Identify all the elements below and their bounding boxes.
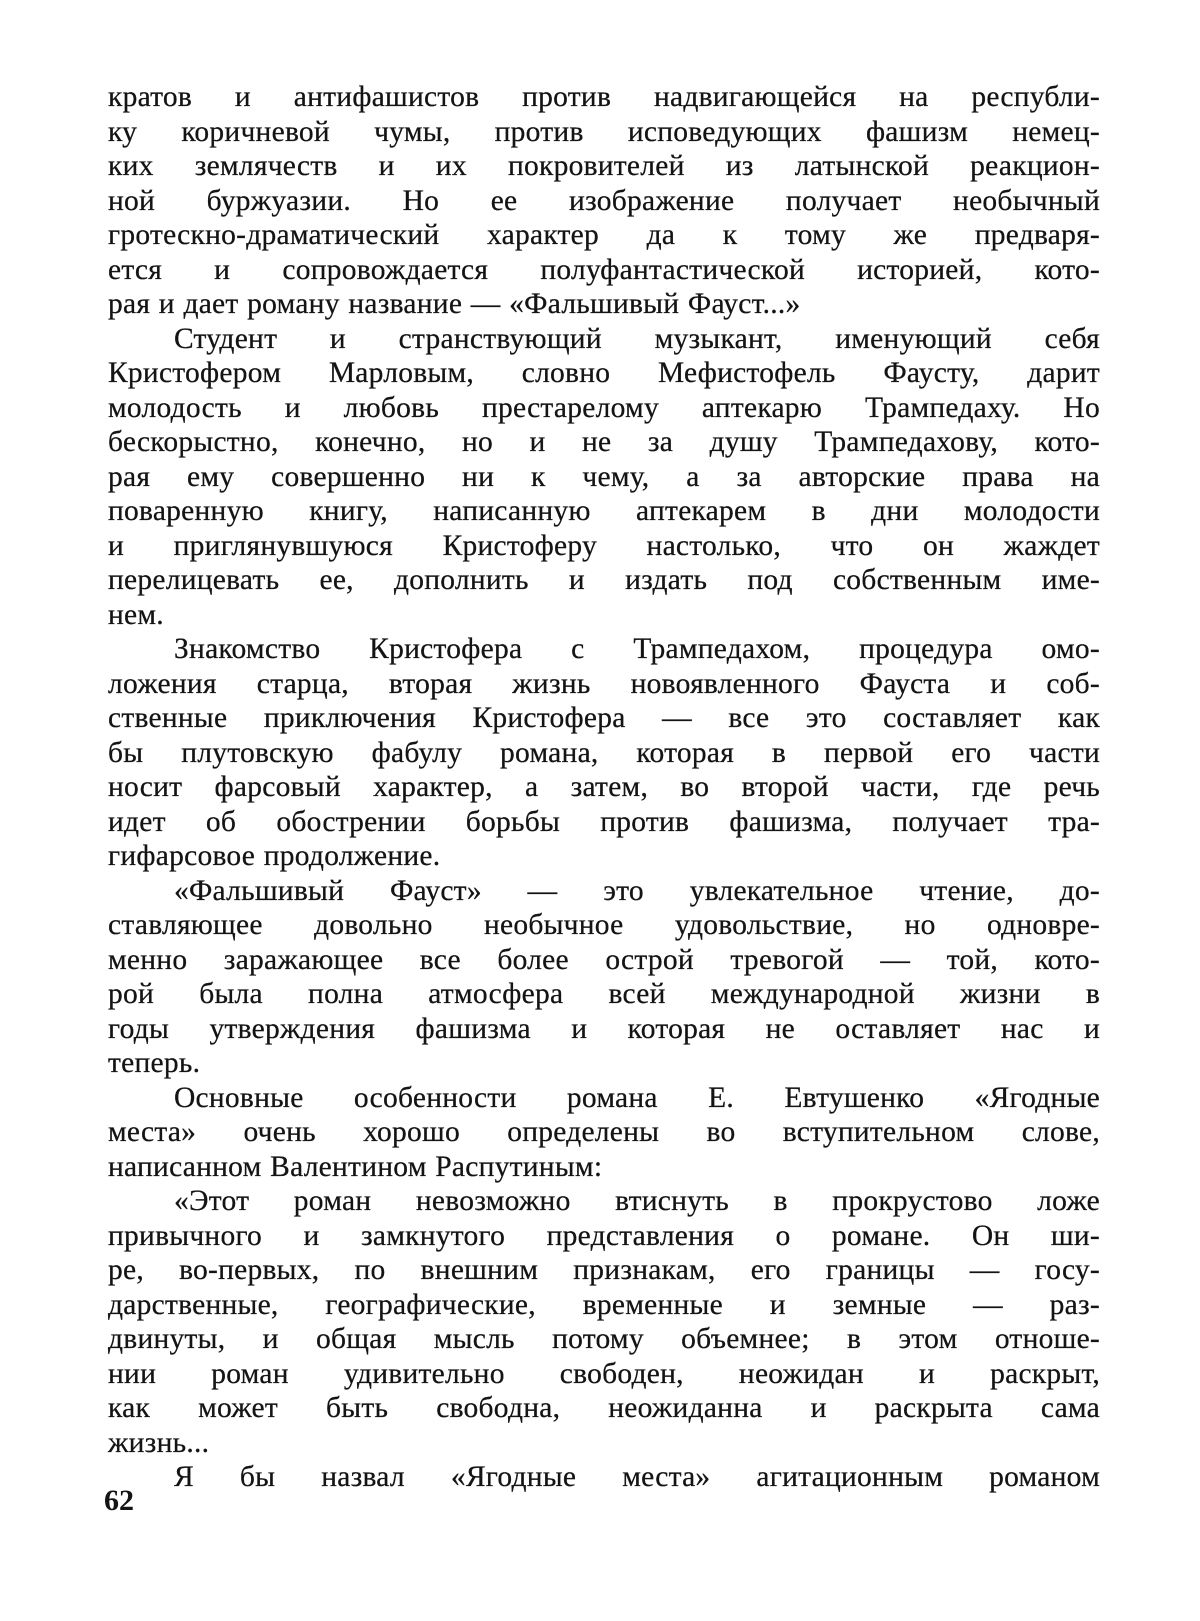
- text-line: рая и дает роману название — «Фальшивый Фауст...»: [108, 288, 801, 320]
- text-line: ственные приключения Кристофера — все это составляет как: [108, 702, 1100, 734]
- paragraph-6: [108, 1184, 1100, 1460]
- paragraph-2: [108, 322, 1100, 633]
- text-line: молодость и любовь престарелому аптекарю Трампедаху. Но: [108, 391, 1100, 424]
- text-line: привычного и замкнутого представления о романе. Он ши-: [108, 1219, 1100, 1252]
- text-line: ной буржуазии. Но ее изображение получает необычный: [108, 184, 1100, 217]
- text-line: Студент и странствующий музыкант, именующий себя: [174, 322, 1100, 355]
- text-line: гротескно-драматический характер да к тому же предваря-: [108, 219, 1100, 251]
- text-line: ку коричневой чумы, против исповедующих фашизм немец-: [108, 115, 1100, 148]
- text-line: ставляющее довольно необычное удовольствие, но одновре-: [108, 909, 1100, 941]
- text-line: нии роман удивительно свободен, неожидан и раскрыт,: [108, 1357, 1100, 1390]
- text-line: Я бы назвал «Ягодные места» агитационным романом: [174, 1461, 1100, 1493]
- text-line: и приглянувшуюся Кристоферу настолько, что он жаждет: [108, 529, 1100, 562]
- paragraph-5: [108, 1081, 1100, 1185]
- text-line: Основные особенности романа Е. Евтушенко «Ягодные: [174, 1081, 1100, 1114]
- text-line: написанном Валентином Распутиным:: [108, 1150, 603, 1183]
- text-line: идет об обострении борьбы против фашизма, получает тра-: [108, 805, 1100, 838]
- text-line: рая ему совершенно ни к чему, а за авторские права на: [108, 460, 1100, 493]
- paragraph-3: [108, 632, 1100, 874]
- text-line: места» очень хорошо определены во вступительном слове,: [108, 1116, 1100, 1148]
- text-line: ется и сопровождается полуфантастической историей, кото-: [108, 253, 1100, 286]
- text-line: «Этот роман невозможно втиснуть в прокрустово ложе: [174, 1185, 1100, 1217]
- text-line: годы утверждения фашизма и которая не оставляет нас и: [108, 1012, 1100, 1045]
- text-line: ких землячеств и их покровителей из латынской реакцион-: [108, 150, 1100, 182]
- body-text: [108, 80, 1100, 1495]
- text-line: «Фальшивый Фауст» — это увлекательное чтение, до-: [174, 874, 1100, 907]
- paragraph-7: [108, 1460, 1100, 1495]
- text-line: бы плутовскую фабулу романа, которая в первой его части: [108, 736, 1100, 769]
- text-line: двинуты, и общая мысль потому объемнее; в этом отноше-: [108, 1323, 1100, 1355]
- paragraph-4: [108, 874, 1100, 1081]
- text-line: Знакомство Кристофера с Трампедахом, процедура омо-: [174, 633, 1100, 665]
- text-line: теперь.: [108, 1047, 201, 1079]
- text-line: жизнь...: [108, 1426, 210, 1459]
- text-line: гифарсовое продолжение.: [108, 840, 441, 872]
- text-line: ре, во-первых, по внешним признакам, его границы — госу-: [108, 1254, 1100, 1286]
- text-line: нем.: [108, 598, 164, 631]
- text-line: перелицевать ее, дополнить и издать под собственным име-: [108, 564, 1100, 596]
- text-line: носит фарсовый характер, а затем, во второй части, где речь: [108, 771, 1100, 803]
- text-line: как может быть свободна, неожиданна и раскрыта сама: [108, 1392, 1100, 1424]
- text-line: ложения старца, вторая жизнь новоявленного Фауста и соб-: [108, 667, 1100, 700]
- text-line: кратов и антифашистов против надвигающейся на республи-: [108, 81, 1100, 113]
- text-line: рой была полна атмосфера всей международной жизни в: [108, 978, 1100, 1010]
- text-line: бескорыстно, конечно, но и не за душу Трампедахову, кото-: [108, 426, 1100, 458]
- text-line: дарственные, географические, временные и земные — раз-: [108, 1288, 1100, 1321]
- text-line: менно заражающее все более острой тревогой — той, кото-: [108, 943, 1100, 976]
- text-line: поваренную книгу, написанную аптекарем в дни молодости: [108, 495, 1100, 527]
- paragraph-1: [108, 80, 1100, 322]
- page-number: 62: [104, 1484, 134, 1517]
- text-line: Кристофером Марловым, словно Мефистофель Фаусту, дарит: [108, 357, 1100, 389]
